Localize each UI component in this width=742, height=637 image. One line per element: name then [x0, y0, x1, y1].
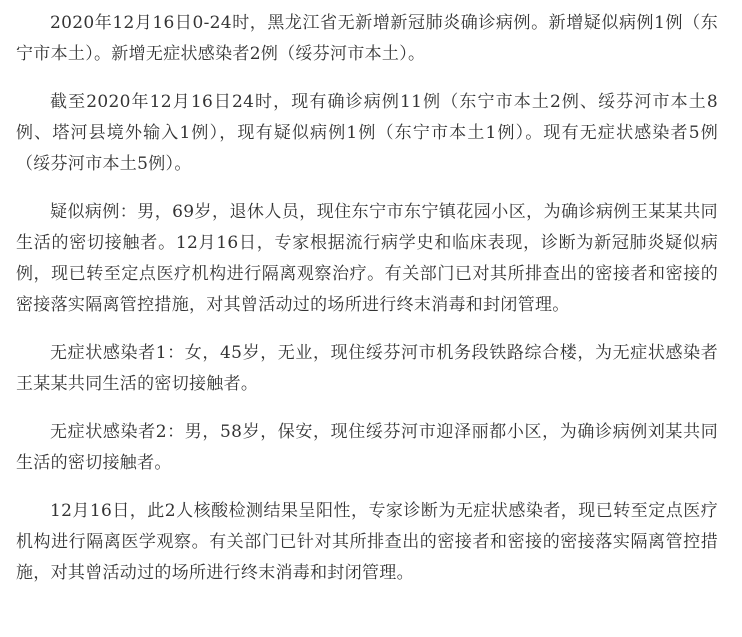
- paragraph-daily-summary: 2020年12月16日0-24时，黑龙江省无新增新冠肺炎确诊病例。新增疑似病例1例（东宁市本土）。新增无症状感染者2例（绥芬河市本土）。: [16, 13, 718, 64]
- paragraph-current-cases: 截至2020年12月16日24时，现有确诊病例11例（东宁市本土2例、绥芬河市本土8例、塔河县境外输入1例），现有疑似病例1例（东宁市本土1例）。现有无症状感染者5例（绥芬河市本土5例）。: [16, 92, 718, 174]
- paragraph-test-results: 12月16日，此2人核酸检测结果呈阳性，专家诊断为无症状感染者，现已转至定点医疗机构进行隔离医学观察。有关部门已针对其所排查出的密接者和密接的密接落实隔离管控措施，对其曾活动过的场所进行终末消毒和封闭管理。: [16, 501, 718, 583]
- paragraph-asymptomatic-case-1: 无症状感染者1：女，45岁，无业，现住绥芬河市机务段铁路综合楼，为无症状感染者王某某共同生活的密切接触者。: [16, 343, 718, 394]
- paragraph-suspected-case: 疑似病例：男，69岁，退休人员，现住东宁市东宁镇花园小区，为确诊病例王某某共同生活的密切接触者。12月16日，专家根据流行病学史和临床表现，诊断为新冠肺炎疑似病例，现已转至定点医疗机构进行隔离观察治疗。有关部门已对其所排查出的密接者和密接的密接落实隔离管控措施，对其曾活动过的场所进行终末消毒和封闭管理。: [16, 202, 718, 315]
- paragraph-asymptomatic-case-2: 无症状感染者2：男，58岁，保安，现住绥芬河市迎泽丽都小区，为确诊病例刘某共同生活的密切接触者。: [16, 422, 718, 473]
